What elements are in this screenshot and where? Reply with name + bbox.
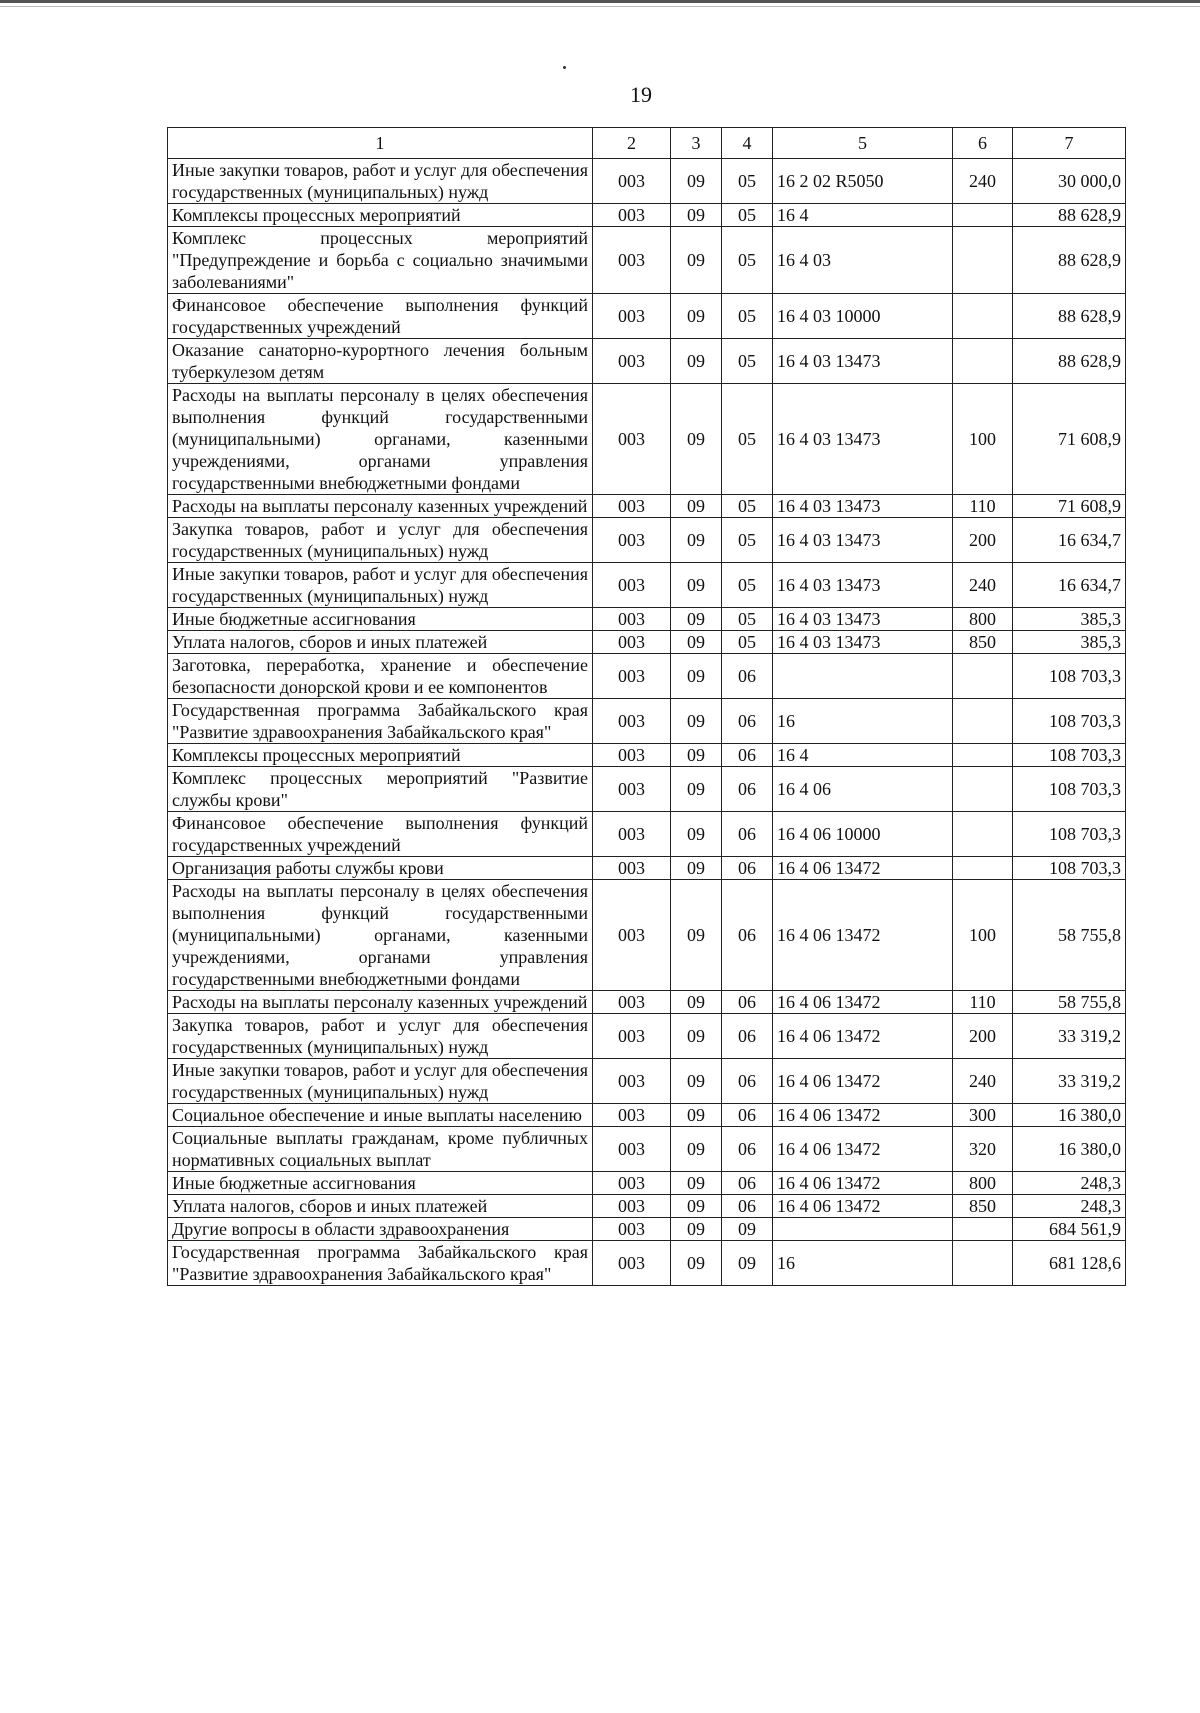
amount-cell: 385,3 (1013, 631, 1126, 654)
section-code-cell: 003 (593, 1059, 671, 1104)
amount-cell: 71 608,9 (1013, 384, 1126, 495)
row-name-cell: Уплата налогов, сборов и иных платежей (168, 631, 593, 654)
row-name-cell: Закупка товаров, работ и услуг для обеспечения государственных (муниципальных) нужд (168, 1014, 593, 1059)
expense-type-cell (953, 339, 1013, 384)
section-code-cell: 003 (593, 204, 671, 227)
subsection2-code-cell: 05 (722, 227, 773, 294)
subsection2-code-cell: 05 (722, 159, 773, 204)
amount-cell: 33 319,2 (1013, 1014, 1126, 1059)
row-name-cell: Расходы на выплаты персоналу в целях обеспечения выполнения функций государственными (муниципальными) органами, казенными учреждениями, органами управления государственными внебюджетными фондами (168, 384, 593, 495)
expense-type-cell: 240 (953, 563, 1013, 608)
expense-type-cell (953, 812, 1013, 857)
target-article-cell: 16 4 03 (773, 227, 953, 294)
target-article-cell (773, 1218, 953, 1241)
subsection2-code-cell: 06 (722, 744, 773, 767)
subsection2-code-cell: 06 (722, 1195, 773, 1218)
expense-type-cell (953, 857, 1013, 880)
subsection2-code-cell: 06 (722, 1127, 773, 1172)
subsection-code-cell: 09 (671, 294, 722, 339)
subsection2-code-cell: 05 (722, 608, 773, 631)
column-header: 6 (953, 128, 1013, 159)
amount-cell: 108 703,3 (1013, 767, 1126, 812)
section-code-cell: 003 (593, 880, 671, 991)
section-code-cell: 003 (593, 294, 671, 339)
subsection2-code-cell: 06 (722, 880, 773, 991)
amount-cell: 88 628,9 (1013, 294, 1126, 339)
expense-type-cell: 800 (953, 1172, 1013, 1195)
table-row (168, 227, 1126, 294)
amount-cell: 16 634,7 (1013, 518, 1126, 563)
row-name-cell: Уплата налогов, сборов и иных платежей (168, 1195, 593, 1218)
expense-type-cell (953, 1218, 1013, 1241)
subsection-code-cell: 09 (671, 744, 722, 767)
section-code-cell: 003 (593, 1104, 671, 1127)
section-code-cell: 003 (593, 495, 671, 518)
expense-type-cell (953, 767, 1013, 812)
subsection2-code-cell: 05 (722, 563, 773, 608)
expense-type-cell (953, 699, 1013, 744)
table-row (168, 857, 1126, 880)
subsection2-code-cell: 05 (722, 204, 773, 227)
target-article-cell: 16 4 03 13473 (773, 339, 953, 384)
section-code-cell: 003 (593, 631, 671, 654)
subsection-code-cell: 09 (671, 1014, 722, 1059)
subsection2-code-cell: 05 (722, 518, 773, 563)
subsection2-code-cell: 06 (722, 1172, 773, 1195)
subsection2-code-cell: 06 (722, 1059, 773, 1104)
target-article-cell: 16 4 (773, 204, 953, 227)
expense-type-cell: 110 (953, 991, 1013, 1014)
subsection2-code-cell: 05 (722, 495, 773, 518)
subsection-code-cell: 09 (671, 159, 722, 204)
target-article-cell: 16 4 06 13472 (773, 1127, 953, 1172)
amount-cell: 684 561,9 (1013, 1218, 1126, 1241)
target-article-cell: 16 (773, 699, 953, 744)
table-row (168, 339, 1126, 384)
target-article-cell: 16 4 06 13472 (773, 880, 953, 991)
subsection-code-cell: 09 (671, 880, 722, 991)
table-row (168, 1059, 1126, 1104)
target-article-cell: 16 4 06 (773, 767, 953, 812)
row-name-cell: Расходы на выплаты персоналу в целях обеспечения выполнения функций государственными (муниципальными) органами, казенными учреждениями, органами управления государственными внебюджетными фондами (168, 880, 593, 991)
scan-edge-line (0, 0, 1200, 3)
table-row (168, 204, 1126, 227)
amount-cell: 58 755,8 (1013, 880, 1126, 991)
subsection2-code-cell: 06 (722, 699, 773, 744)
table-header-row (168, 128, 1126, 159)
row-name-cell: Закупка товаров, работ и услуг для обеспечения государственных (муниципальных) нужд (168, 518, 593, 563)
table-row (168, 880, 1126, 991)
section-code-cell: 003 (593, 227, 671, 294)
row-name-cell: Иные бюджетные ассигнования (168, 1172, 593, 1195)
subsection2-code-cell: 05 (722, 294, 773, 339)
target-article-cell (773, 654, 953, 699)
amount-cell: 16 380,0 (1013, 1127, 1126, 1172)
target-article-cell: 16 4 06 10000 (773, 812, 953, 857)
row-name-cell: Организация работы службы крови (168, 857, 593, 880)
row-name-cell: Финансовое обеспечение выполнения функций государственных учреждений (168, 294, 593, 339)
amount-cell: 88 628,9 (1013, 204, 1126, 227)
expense-type-cell (953, 654, 1013, 699)
target-article-cell: 16 4 06 13472 (773, 1195, 953, 1218)
expense-type-cell: 100 (953, 880, 1013, 991)
section-code-cell: 003 (593, 384, 671, 495)
section-code-cell: 003 (593, 744, 671, 767)
target-article-cell: 16 4 03 13473 (773, 518, 953, 563)
row-name-cell: Социальные выплаты гражданам, кроме публичных нормативных социальных выплат (168, 1127, 593, 1172)
table-row (168, 1172, 1126, 1195)
amount-cell: 681 128,6 (1013, 1241, 1126, 1286)
subsection-code-cell: 09 (671, 204, 722, 227)
expense-type-cell: 200 (953, 518, 1013, 563)
subsection-code-cell: 09 (671, 518, 722, 563)
expense-type-cell: 850 (953, 1195, 1013, 1218)
amount-cell: 385,3 (1013, 608, 1126, 631)
amount-cell: 58 755,8 (1013, 991, 1126, 1014)
subsection2-code-cell: 09 (722, 1218, 773, 1241)
target-article-cell: 16 4 06 13472 (773, 1104, 953, 1127)
subsection-code-cell: 09 (671, 608, 722, 631)
section-code-cell: 003 (593, 1127, 671, 1172)
target-article-cell: 16 4 06 13472 (773, 857, 953, 880)
expense-type-cell: 320 (953, 1127, 1013, 1172)
expense-type-cell (953, 1241, 1013, 1286)
column-header: 2 (593, 128, 671, 159)
row-name-cell: Финансовое обеспечение выполнения функций государственных учреждений (168, 812, 593, 857)
target-article-cell: 16 4 03 13473 (773, 384, 953, 495)
subsection-code-cell: 09 (671, 654, 722, 699)
target-article-cell: 16 4 (773, 744, 953, 767)
table-row (168, 294, 1126, 339)
amount-cell: 108 703,3 (1013, 857, 1126, 880)
scan-speck (563, 66, 566, 69)
subsection2-code-cell: 05 (722, 339, 773, 384)
section-code-cell: 003 (593, 857, 671, 880)
column-header: 5 (773, 128, 953, 159)
row-name-cell: Оказание санаторно-курортного лечения больным туберкулезом детям (168, 339, 593, 384)
target-article-cell: 16 4 06 13472 (773, 1172, 953, 1195)
amount-cell: 108 703,3 (1013, 654, 1126, 699)
table-row (168, 1104, 1126, 1127)
row-name-cell: Социальное обеспечение и иные выплаты населению (168, 1104, 593, 1127)
row-name-cell: Расходы на выплаты персоналу казенных учреждений (168, 495, 593, 518)
expense-type-cell: 800 (953, 608, 1013, 631)
expense-type-cell: 300 (953, 1104, 1013, 1127)
section-code-cell: 003 (593, 339, 671, 384)
section-code-cell: 003 (593, 654, 671, 699)
subsection-code-cell: 09 (671, 563, 722, 608)
subsection-code-cell: 09 (671, 1127, 722, 1172)
subsection2-code-cell: 06 (722, 767, 773, 812)
amount-cell: 71 608,9 (1013, 495, 1126, 518)
amount-cell: 248,3 (1013, 1195, 1126, 1218)
budget-table (167, 127, 1126, 1286)
row-name-cell: Комплексы процессных мероприятий (168, 204, 593, 227)
table-row (168, 767, 1126, 812)
subsection-code-cell: 09 (671, 1059, 722, 1104)
row-name-cell: Иные бюджетные ассигнования (168, 608, 593, 631)
table-row (168, 812, 1126, 857)
section-code-cell: 003 (593, 563, 671, 608)
subsection-code-cell: 09 (671, 1195, 722, 1218)
subsection-code-cell: 09 (671, 495, 722, 518)
row-name-cell: Комплекс процессных мероприятий "Предупреждение и борьба с социально значимыми заболеваниями" (168, 227, 593, 294)
subsection-code-cell: 09 (671, 1218, 722, 1241)
table-row (168, 1014, 1126, 1059)
section-code-cell: 003 (593, 518, 671, 563)
amount-cell: 108 703,3 (1013, 744, 1126, 767)
expense-type-cell: 200 (953, 1014, 1013, 1059)
table-row (168, 699, 1126, 744)
target-article-cell: 16 4 06 13472 (773, 1059, 953, 1104)
column-header: 4 (722, 128, 773, 159)
table-row (168, 384, 1126, 495)
section-code-cell: 003 (593, 699, 671, 744)
page-number: 19 (630, 82, 652, 107)
target-article-cell: 16 2 02 R5050 (773, 159, 953, 204)
target-article-cell: 16 4 06 13472 (773, 1014, 953, 1059)
subsection2-code-cell: 06 (722, 991, 773, 1014)
expense-type-cell (953, 744, 1013, 767)
expense-type-cell (953, 294, 1013, 339)
amount-cell: 16 380,0 (1013, 1104, 1126, 1127)
table-row (168, 563, 1126, 608)
table-row (168, 1195, 1126, 1218)
table-row (168, 654, 1126, 699)
row-name-cell: Заготовка, переработка, хранение и обеспечение безопасности донорской крови и ее компонентов (168, 654, 593, 699)
table-row (168, 159, 1126, 204)
section-code-cell: 003 (593, 1218, 671, 1241)
subsection2-code-cell: 06 (722, 857, 773, 880)
row-name-cell: Другие вопросы в области здравоохранения (168, 1218, 593, 1241)
amount-cell: 30 000,0 (1013, 159, 1126, 204)
subsection2-code-cell: 06 (722, 812, 773, 857)
target-article-cell: 16 4 03 13473 (773, 495, 953, 518)
column-header: 1 (168, 128, 593, 159)
target-article-cell: 16 4 06 13472 (773, 991, 953, 1014)
section-code-cell: 003 (593, 1014, 671, 1059)
expense-type-cell (953, 204, 1013, 227)
subsection-code-cell: 09 (671, 812, 722, 857)
expense-type-cell: 240 (953, 159, 1013, 204)
target-article-cell: 16 (773, 1241, 953, 1286)
table-row (168, 608, 1126, 631)
amount-cell: 108 703,3 (1013, 812, 1126, 857)
amount-cell: 33 319,2 (1013, 1059, 1126, 1104)
row-name-cell: Иные закупки товаров, работ и услуг для обеспечения государственных (муниципальных) нужд (168, 159, 593, 204)
subsection2-code-cell: 06 (722, 1104, 773, 1127)
expense-type-cell (953, 227, 1013, 294)
subsection-code-cell: 09 (671, 227, 722, 294)
table-row (168, 1127, 1126, 1172)
subsection-code-cell: 09 (671, 857, 722, 880)
section-code-cell: 003 (593, 608, 671, 631)
subsection-code-cell: 09 (671, 991, 722, 1014)
expense-type-cell: 110 (953, 495, 1013, 518)
section-code-cell: 003 (593, 991, 671, 1014)
subsection-code-cell: 09 (671, 699, 722, 744)
amount-cell: 248,3 (1013, 1172, 1126, 1195)
column-header: 7 (1013, 128, 1126, 159)
expense-type-cell: 240 (953, 1059, 1013, 1104)
subsection-code-cell: 09 (671, 631, 722, 654)
subsection-code-cell: 09 (671, 1104, 722, 1127)
row-name-cell: Расходы на выплаты персоналу казенных учреждений (168, 991, 593, 1014)
table-row (168, 631, 1126, 654)
section-code-cell: 003 (593, 159, 671, 204)
expense-type-cell: 100 (953, 384, 1013, 495)
row-name-cell: Иные закупки товаров, работ и услуг для обеспечения государственных (муниципальных) нужд (168, 563, 593, 608)
column-header: 3 (671, 128, 722, 159)
expense-type-cell: 850 (953, 631, 1013, 654)
table-row (168, 744, 1126, 767)
amount-cell: 16 634,7 (1013, 563, 1126, 608)
row-name-cell: Государственная программа Забайкальского края "Развитие здравоохранения Забайкальского края" (168, 699, 593, 744)
table-row (168, 518, 1126, 563)
subsection-code-cell: 09 (671, 1172, 722, 1195)
subsection2-code-cell: 06 (722, 654, 773, 699)
amount-cell: 88 628,9 (1013, 339, 1126, 384)
row-name-cell: Государственная программа Забайкальского края "Развитие здравоохранения Забайкальского края" (168, 1241, 593, 1286)
subsection2-code-cell: 05 (722, 631, 773, 654)
amount-cell: 88 628,9 (1013, 227, 1126, 294)
table-row (168, 1241, 1126, 1286)
section-code-cell: 003 (593, 1172, 671, 1195)
row-name-cell: Комплекс процессных мероприятий "Развитие службы крови" (168, 767, 593, 812)
section-code-cell: 003 (593, 1195, 671, 1218)
section-code-cell: 003 (593, 1241, 671, 1286)
row-name-cell: Иные закупки товаров, работ и услуг для обеспечения государственных (муниципальных) нужд (168, 1059, 593, 1104)
subsection2-code-cell: 06 (722, 1014, 773, 1059)
target-article-cell: 16 4 03 13473 (773, 608, 953, 631)
table-row (168, 1218, 1126, 1241)
amount-cell: 108 703,3 (1013, 699, 1126, 744)
section-code-cell: 003 (593, 812, 671, 857)
subsection-code-cell: 09 (671, 384, 722, 495)
target-article-cell: 16 4 03 13473 (773, 563, 953, 608)
target-article-cell: 16 4 03 13473 (773, 631, 953, 654)
table-row (168, 991, 1126, 1014)
section-code-cell: 003 (593, 767, 671, 812)
target-article-cell: 16 4 03 10000 (773, 294, 953, 339)
subsection-code-cell: 09 (671, 1241, 722, 1286)
subsection-code-cell: 09 (671, 339, 722, 384)
row-name-cell: Комплексы процессных мероприятий (168, 744, 593, 767)
subsection-code-cell: 09 (671, 767, 722, 812)
table-row (168, 495, 1126, 518)
scan-edge-line (0, 6, 1200, 7)
subsection2-code-cell: 09 (722, 1241, 773, 1286)
subsection2-code-cell: 05 (722, 384, 773, 495)
